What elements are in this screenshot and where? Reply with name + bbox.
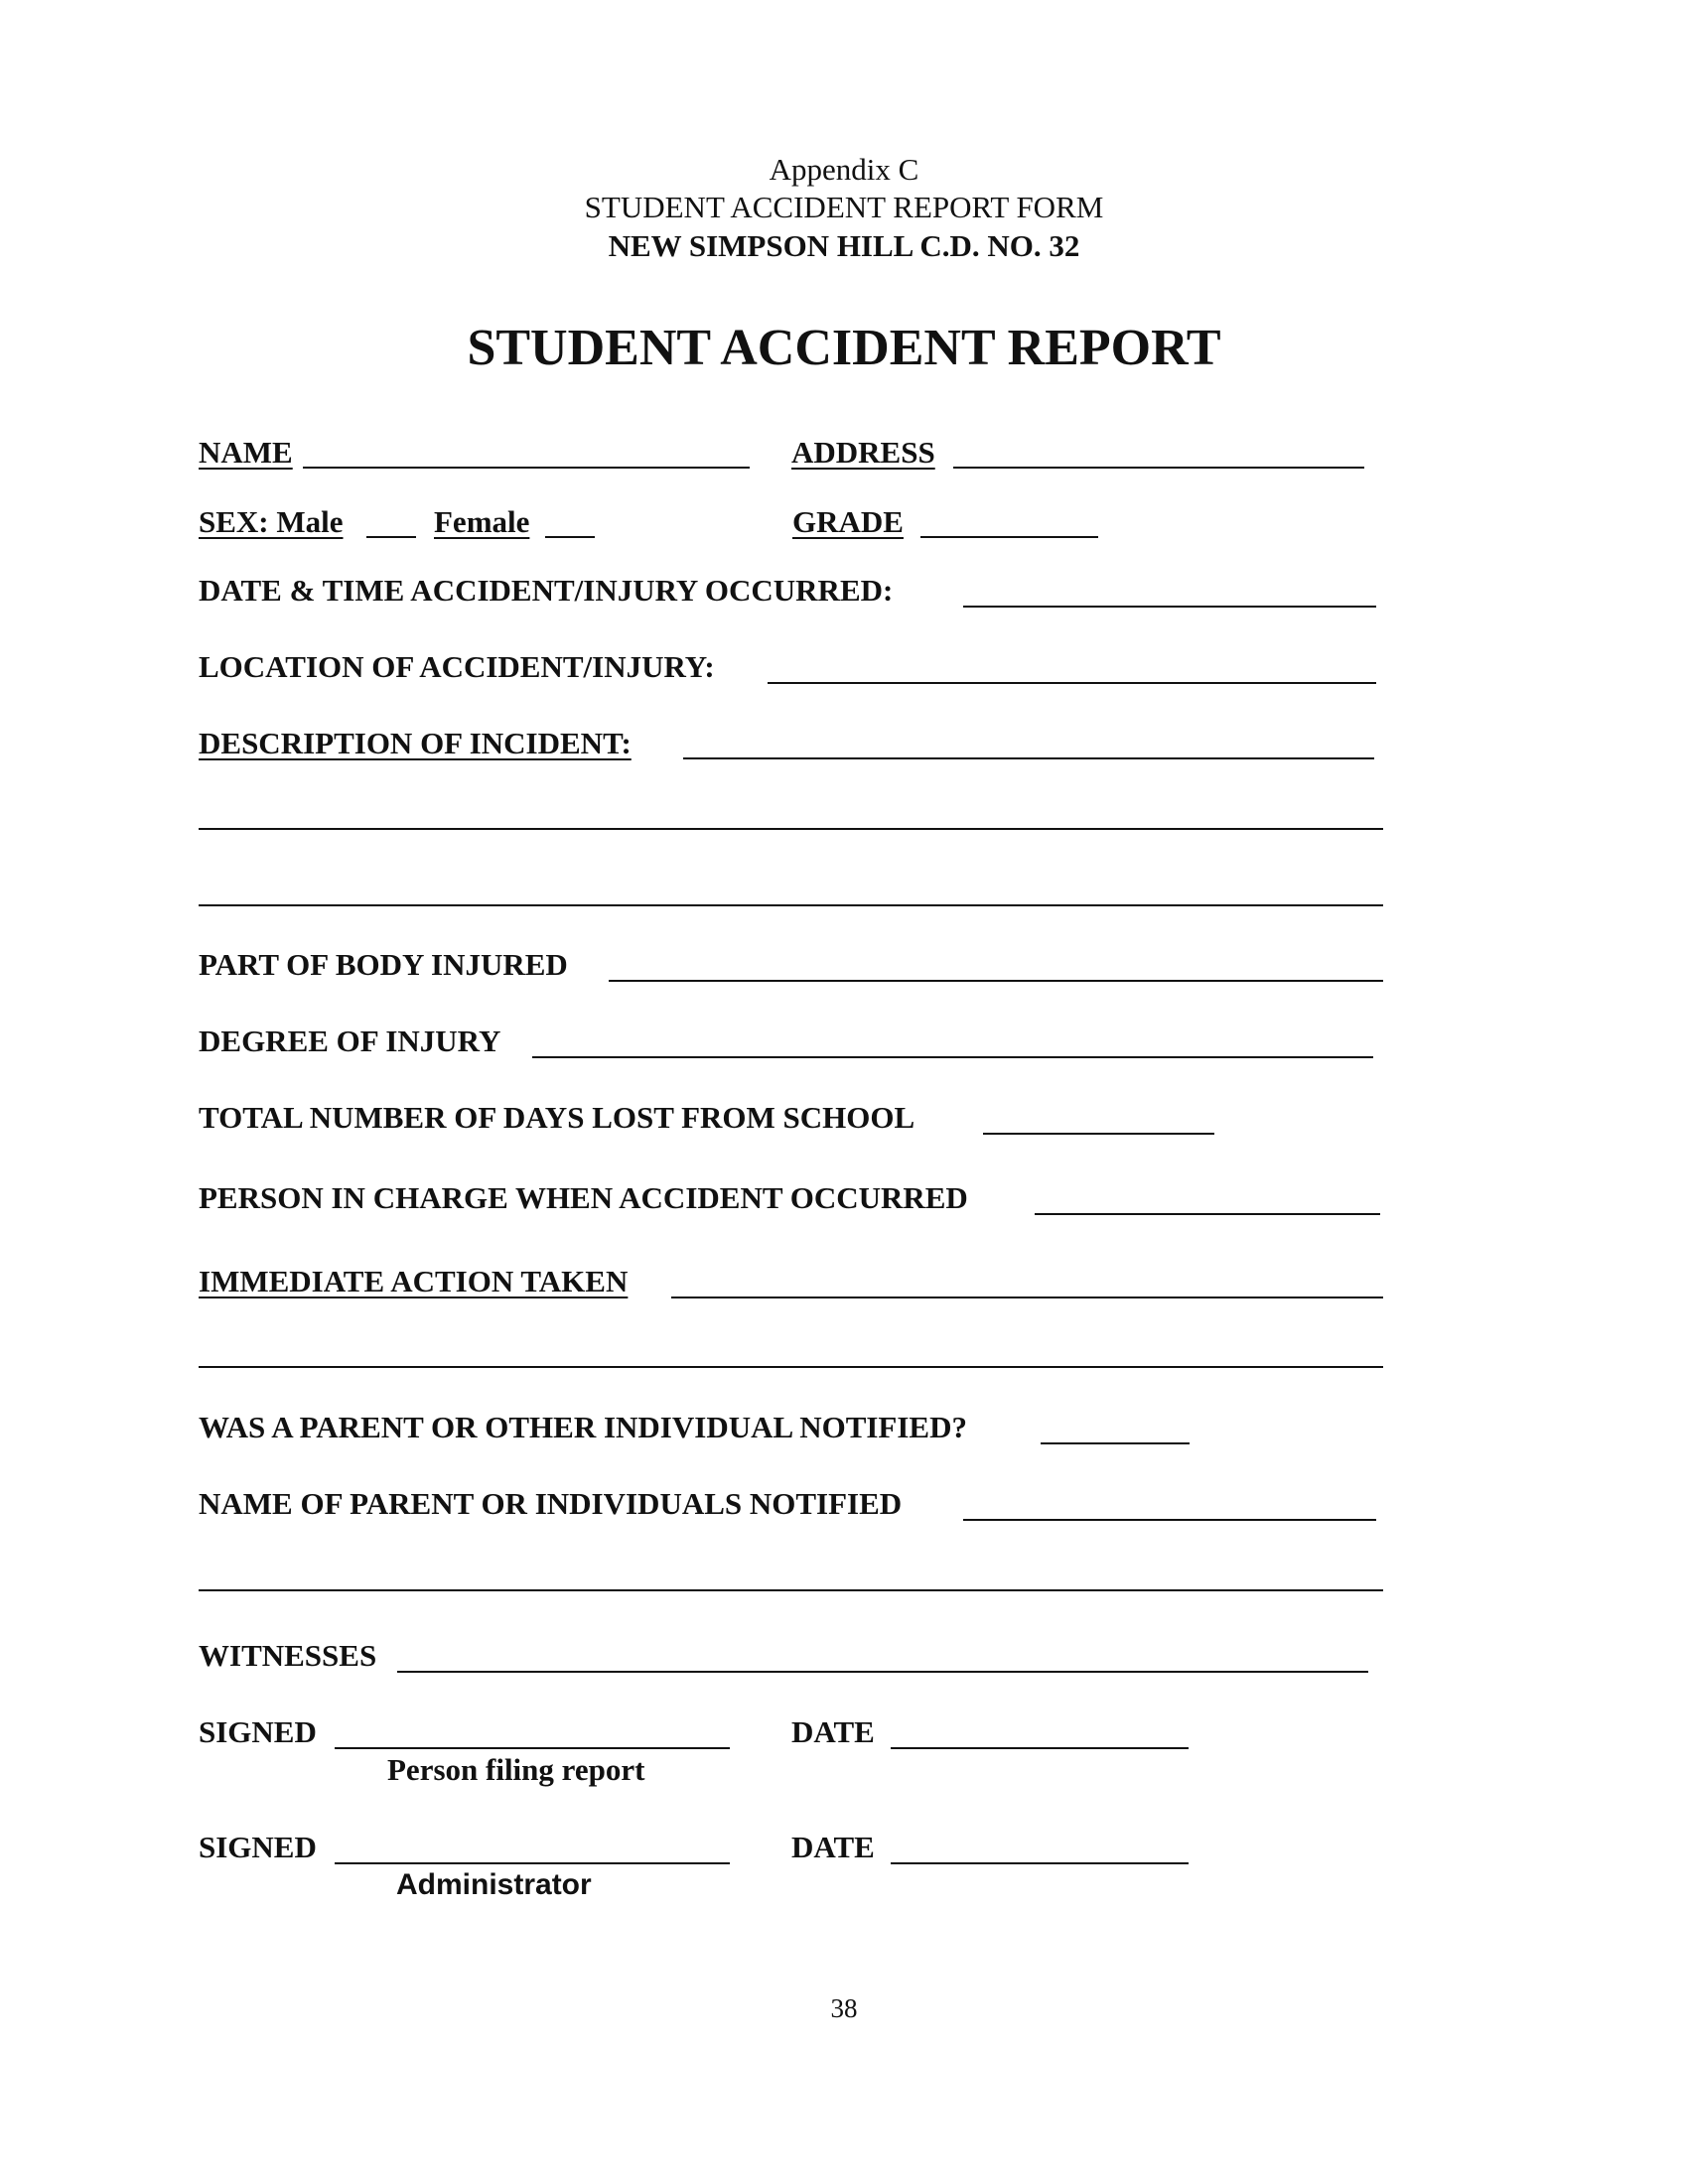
parent-name-field[interactable] bbox=[963, 1519, 1376, 1521]
days-lost-field[interactable] bbox=[983, 1133, 1214, 1135]
name-field[interactable] bbox=[303, 467, 750, 469]
date-field[interactable] bbox=[891, 1747, 1189, 1749]
page-number: 38 bbox=[830, 1993, 858, 2023]
part-of-body-field[interactable] bbox=[609, 980, 1383, 982]
description-line[interactable] bbox=[199, 904, 1383, 906]
date-time-label: DATE & TIME ACCIDENT/INJURY OCCURRED: bbox=[199, 573, 894, 608]
parent-notified-field[interactable] bbox=[1041, 1442, 1190, 1444]
date-label: DATE bbox=[791, 1714, 875, 1749]
name-label: NAME bbox=[199, 435, 293, 470]
days-lost-label: TOTAL NUMBER OF DAYS LOST FROM SCHOOL bbox=[199, 1100, 915, 1135]
date-label: DATE bbox=[791, 1830, 875, 1864]
part-of-body-label: PART OF BODY INJURED bbox=[199, 947, 568, 982]
appendix-label: Appendix C bbox=[769, 152, 919, 187]
witnesses-field[interactable] bbox=[397, 1671, 1368, 1673]
date-field[interactable] bbox=[891, 1862, 1189, 1864]
description-field[interactable] bbox=[683, 757, 1374, 759]
signed-label: SIGNED bbox=[199, 1714, 317, 1749]
signature-field[interactable] bbox=[335, 1862, 730, 1864]
signature-field[interactable] bbox=[335, 1747, 730, 1749]
form-subtitle: STUDENT ACCIDENT REPORT FORM bbox=[584, 190, 1104, 224]
person-in-charge-field[interactable] bbox=[1035, 1213, 1380, 1215]
district-name: NEW SIMPSON HILL C.D. NO. 32 bbox=[608, 228, 1080, 263]
male-field[interactable] bbox=[366, 536, 416, 538]
page-title: STUDENT ACCIDENT REPORT bbox=[467, 320, 1221, 376]
grade-label: GRADE bbox=[792, 504, 904, 539]
immediate-action-line[interactable] bbox=[199, 1366, 1383, 1368]
address-label: ADDRESS bbox=[791, 435, 935, 470]
sex-label: SEX: Male bbox=[199, 504, 344, 539]
degree-label: DEGREE OF INJURY bbox=[199, 1024, 501, 1058]
grade-field[interactable] bbox=[920, 536, 1098, 538]
person-in-charge-label: PERSON IN CHARGE WHEN ACCIDENT OCCURRED bbox=[199, 1180, 968, 1215]
parent-notified-label: WAS A PARENT OR OTHER INDIVIDUAL NOTIFIED? bbox=[199, 1410, 968, 1444]
immediate-action-field[interactable] bbox=[671, 1297, 1383, 1298]
signer-role: Person filing report bbox=[387, 1752, 645, 1787]
signer-role: Administrator bbox=[396, 1868, 592, 1901]
description-label: DESCRIPTION OF INCIDENT: bbox=[199, 726, 632, 760]
female-label: Female bbox=[434, 504, 530, 539]
parent-name-label: NAME OF PARENT OR INDIVIDUALS NOTIFIED bbox=[199, 1486, 903, 1521]
description-line[interactable] bbox=[199, 828, 1383, 830]
witnesses-label: WITNESSES bbox=[199, 1638, 377, 1673]
location-label: LOCATION OF ACCIDENT/INJURY: bbox=[199, 649, 715, 684]
female-field[interactable] bbox=[545, 536, 595, 538]
immediate-action-label: IMMEDIATE ACTION TAKEN bbox=[199, 1264, 629, 1298]
signed-label: SIGNED bbox=[199, 1830, 317, 1864]
location-field[interactable] bbox=[768, 682, 1376, 684]
degree-field[interactable] bbox=[532, 1056, 1373, 1058]
parent-name-line[interactable] bbox=[199, 1589, 1383, 1591]
date-time-field[interactable] bbox=[963, 606, 1376, 608]
address-field[interactable] bbox=[953, 467, 1364, 469]
